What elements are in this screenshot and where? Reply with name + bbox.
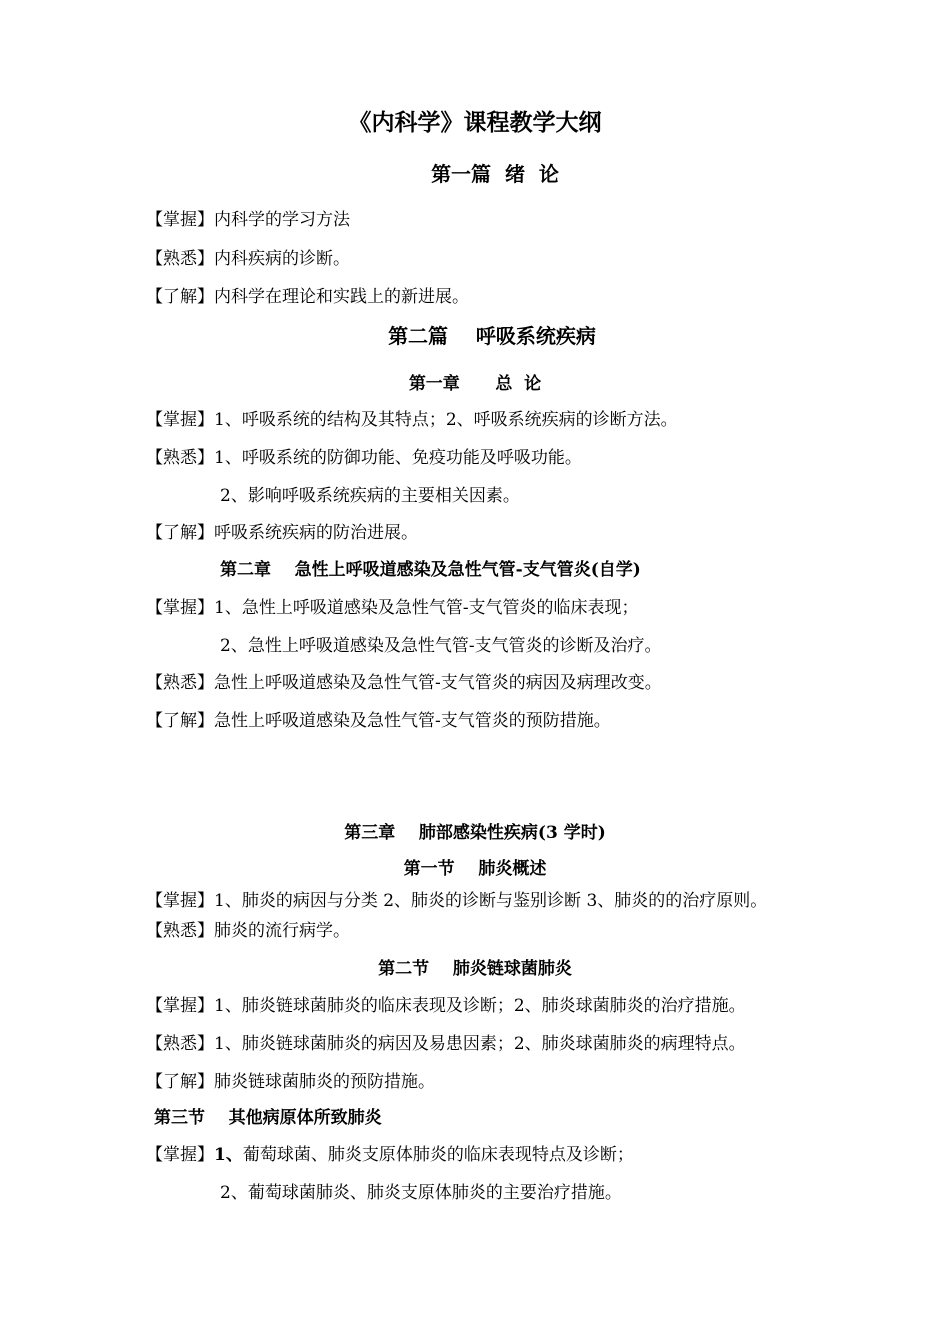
section1-heading: 第一节 肺炎概述 (403, 859, 547, 879)
section2-heading: 第二节 肺炎链球菌肺炎 (378, 959, 572, 979)
list-item: 【掌握】1、呼吸系统的结构及其特点；2、呼吸系统疾病的诊断方法。 (146, 410, 678, 430)
list-item: 【了解】肺炎链球菌肺炎的预防措施。 (146, 1072, 435, 1092)
list-item: 【了解】呼吸系统疾病的防治进展。 (146, 523, 418, 543)
list-item: 【熟悉】急性上呼吸道感染及急性气管-支气管炎的病因及病理改变。 (146, 673, 662, 693)
part1-heading: 第一篇 绪 论 (431, 162, 559, 186)
section3-heading: 第三节 其他病原体所致肺炎 (154, 1108, 382, 1128)
list-item: 2、葡萄球菌肺炎、肺炎支原体肺炎的主要治疗措施。 (220, 1183, 622, 1203)
part2-heading: 第二篇 呼吸系统疾病 (388, 324, 596, 348)
list-item: 【掌握】1、葡萄球菌、肺炎支原体肺炎的临床表现特点及诊断； (146, 1145, 634, 1165)
list-item: 【掌握】1、肺炎链球菌肺炎的临床表现及诊断；2、肺炎球菌肺炎的治疗措施。 (146, 996, 746, 1016)
list-item: 【了解】急性上呼吸道感染及急性气管-支气管炎的预防措施。 (146, 711, 611, 731)
list-item: 2、影响呼吸系统疾病的主要相关因素。 (220, 486, 520, 506)
chapter3-heading: 第三章 肺部感染性疾病(3 学时) (344, 823, 606, 843)
list-item: 【了解】内科学在理论和实践上的新进展。 (146, 287, 469, 307)
chapter1-heading: 第一章 总 论 (408, 374, 542, 394)
page-title: 《内科学》课程教学大纲 (348, 109, 602, 136)
list-item: 【熟悉】肺炎的流行病学。 (146, 921, 350, 941)
list-item: 【掌握】1、急性上呼吸道感染及急性气管-支气管炎的临床表现； (146, 598, 639, 618)
chapter2-heading: 第二章 急性上呼吸道感染及急性气管-支气管炎(自学) (220, 560, 641, 580)
list-item: 【熟悉】1、呼吸系统的防御功能、免疫功能及呼吸功能。 (146, 448, 582, 468)
list-item: 【熟悉】1、肺炎链球菌肺炎的病因及易患因素；2、肺炎球菌肺炎的病理特点。 (146, 1034, 746, 1054)
list-item: 2、急性上呼吸道感染及急性气管-支气管炎的诊断及治疗。 (220, 636, 662, 656)
list-item: 【掌握】1、肺炎的病因与分类 2、肺炎的诊断与鉴别诊断 3、肺炎的的治疗原则。 (146, 891, 768, 911)
list-item: 【掌握】内科学的学习方法 (146, 210, 350, 230)
list-item: 【熟悉】内科疾病的诊断。 (146, 249, 350, 269)
